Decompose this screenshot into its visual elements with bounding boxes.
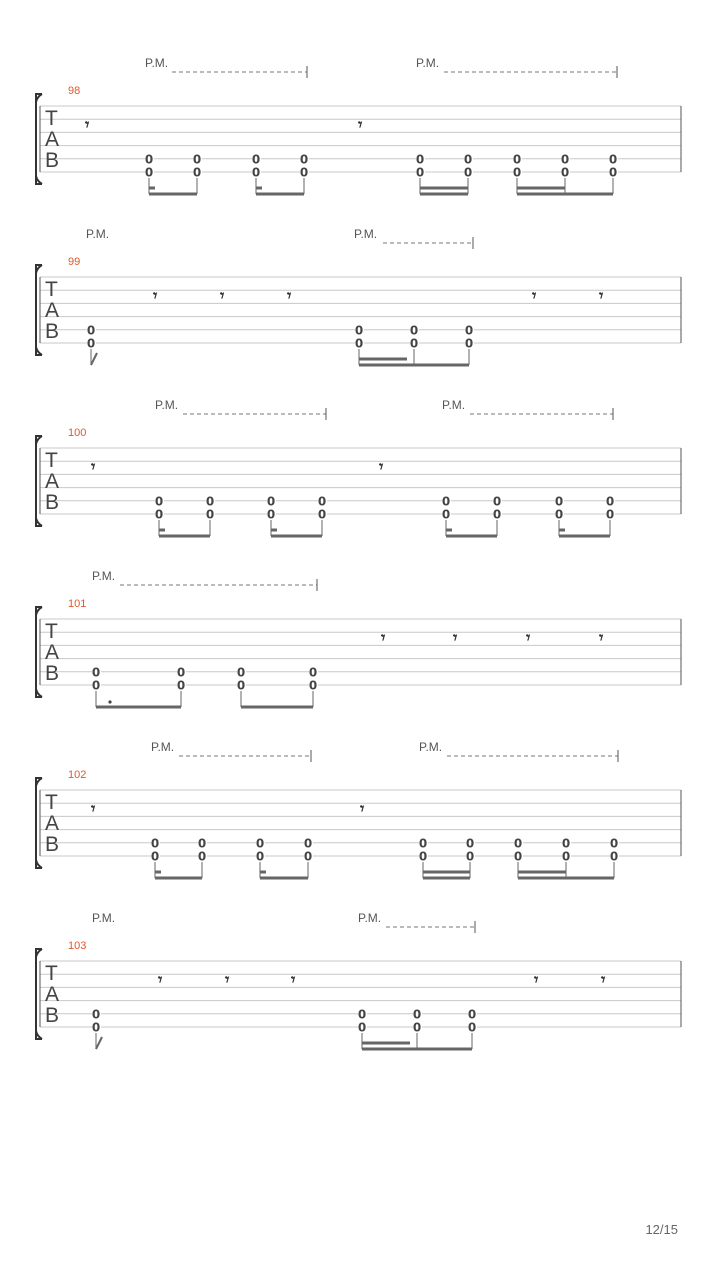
tab-system [36, 569, 681, 707]
measure-number: 98 [68, 85, 81, 97]
eighth-rest: 𝄾 [225, 970, 230, 989]
fret-number: 0 [192, 152, 202, 167]
fret-number: 0 [560, 152, 570, 167]
fret-number: 0 [91, 1007, 101, 1022]
system-bracket [36, 778, 42, 868]
eighth-rest: 𝄾 [91, 799, 96, 818]
eighth-rest: 𝄾 [158, 970, 163, 989]
tab-clef-letter: A [45, 470, 60, 493]
eighth-rest: 𝄾 [379, 457, 384, 476]
fret-number: 0 [176, 665, 186, 680]
eighth-rest: 𝄾 [358, 115, 363, 134]
palm-mute-label: P.M. [86, 227, 110, 241]
fret-number: 0 [303, 836, 313, 851]
fret-number: 0 [255, 836, 265, 851]
eighth-rest: 𝄾 [601, 970, 606, 989]
palm-mute-marker [145, 56, 307, 78]
fret-number: 0 [418, 849, 428, 864]
tab-note-stack [493, 494, 502, 536]
tab-clef-letter: T [45, 962, 58, 985]
tab-clef-letter: A [45, 983, 60, 1006]
tab-note-stack [610, 836, 619, 878]
fret-number: 0 [441, 494, 451, 509]
eighth-rest: 𝄾 [91, 457, 96, 476]
tab-note-stack [309, 665, 318, 707]
fret-number: 0 [150, 849, 160, 864]
tab-clef-letter: T [45, 107, 58, 130]
tab-clef-letter: B [45, 833, 60, 856]
eighth-rest: 𝄾 [526, 628, 531, 647]
fret-number: 0 [86, 336, 96, 351]
palm-mute-label: P.M. [354, 227, 378, 241]
tab-clef-letter: T [45, 620, 58, 643]
note-flag [91, 353, 97, 365]
fret-number: 0 [513, 836, 523, 851]
note-flag [96, 1037, 102, 1049]
fret-number: 0 [91, 678, 101, 693]
fret-number: 0 [441, 507, 451, 522]
eighth-rest: 𝄾 [85, 115, 90, 134]
fret-number: 0 [205, 507, 215, 522]
fret-number: 0 [317, 507, 327, 522]
fret-number: 0 [197, 836, 207, 851]
palm-mute-label: P.M. [155, 398, 179, 412]
fret-number: 0 [492, 494, 502, 509]
eighth-rest: 𝄾 [360, 799, 365, 818]
tab-clef-letter: T [45, 278, 58, 301]
fret-number: 0 [560, 165, 570, 180]
tab-clef-letter: A [45, 128, 60, 151]
tab-note-stack [206, 494, 215, 536]
tab-system [36, 911, 681, 1049]
tab-note-stack [413, 1007, 422, 1049]
fret-number: 0 [513, 849, 523, 864]
fret-number: 0 [605, 494, 615, 509]
eighth-rest: 𝄾 [153, 286, 158, 305]
eighth-rest: 𝄾 [599, 286, 604, 305]
tab-system [36, 740, 681, 878]
fret-number: 0 [251, 152, 261, 167]
fret-number: 0 [467, 1020, 477, 1035]
tab-clef-letter: T [45, 791, 58, 814]
fret-number: 0 [144, 152, 154, 167]
fret-number: 0 [317, 494, 327, 509]
eighth-rest: 𝄾 [291, 970, 296, 989]
palm-mute-marker [419, 740, 618, 762]
tab-note-stack [465, 323, 474, 365]
fret-number: 0 [463, 152, 473, 167]
system-bracket [36, 607, 42, 697]
fret-number: 0 [255, 849, 265, 864]
tab-note-stack [177, 665, 186, 707]
fret-number: 0 [154, 507, 164, 522]
fret-number: 0 [465, 836, 475, 851]
fret-number: 0 [354, 336, 364, 351]
tab-note-stack [609, 152, 618, 194]
fret-number: 0 [605, 507, 615, 522]
fret-number: 0 [418, 836, 428, 851]
fret-number: 0 [415, 152, 425, 167]
tab-note-stack [606, 494, 615, 536]
eighth-rest: 𝄾 [381, 628, 386, 647]
palm-mute-marker [416, 56, 617, 78]
palm-mute-label: P.M. [419, 740, 443, 754]
tab-note-stack [318, 494, 327, 536]
fret-number: 0 [236, 678, 246, 693]
tab-note-stack [237, 665, 246, 707]
fret-number: 0 [357, 1007, 367, 1022]
fret-number: 0 [463, 165, 473, 180]
palm-mute-marker [92, 569, 317, 591]
tab-system [36, 398, 681, 536]
fret-number: 0 [308, 665, 318, 680]
fret-number: 0 [91, 665, 101, 680]
palm-mute-label: P.M. [442, 398, 466, 412]
tab-clef-letter: B [45, 149, 60, 172]
fret-number: 0 [561, 849, 571, 864]
palm-mute-label: P.M. [145, 56, 169, 70]
fret-number: 0 [412, 1020, 422, 1035]
tab-clef-letter: A [45, 641, 60, 664]
fret-number: 0 [554, 494, 564, 509]
fret-number: 0 [512, 165, 522, 180]
tab-note-stack [92, 1007, 102, 1049]
tab-clef-letter: B [45, 491, 60, 514]
fret-number: 0 [561, 836, 571, 851]
fret-number: 0 [86, 323, 96, 338]
fret-number: 0 [608, 165, 618, 180]
tab-note-stack [304, 836, 313, 878]
fret-number: 0 [266, 507, 276, 522]
fret-number: 0 [176, 678, 186, 693]
tab-note-stack [468, 1007, 477, 1049]
fret-number: 0 [554, 507, 564, 522]
eighth-rest: 𝄾 [534, 970, 539, 989]
fret-number: 0 [464, 323, 474, 338]
tab-note-stack [193, 152, 202, 194]
measure-number: 101 [68, 598, 87, 610]
tab-note-stack [198, 836, 207, 878]
fret-number: 0 [608, 152, 618, 167]
palm-mute-label: P.M. [92, 911, 116, 925]
fret-number: 0 [91, 1020, 101, 1035]
palm-mute-marker [442, 398, 613, 420]
tab-note-stack [410, 323, 419, 365]
eighth-rest: 𝄾 [287, 286, 292, 305]
palm-mute-marker [151, 740, 311, 762]
system-bracket [36, 436, 42, 526]
tab-clef-letter: A [45, 812, 60, 835]
measure-number: 103 [68, 940, 87, 952]
fret-number: 0 [409, 336, 419, 351]
fret-number: 0 [308, 678, 318, 693]
tab-clef-letter: B [45, 662, 60, 685]
tab-system [36, 227, 681, 365]
fret-number: 0 [251, 165, 261, 180]
system-bracket [36, 949, 42, 1039]
rhythm-dot [108, 700, 111, 703]
fret-number: 0 [464, 336, 474, 351]
palm-mute-marker [358, 911, 475, 933]
palm-mute-marker [92, 911, 115, 925]
tab-note-stack [300, 152, 309, 194]
fret-number: 0 [144, 165, 154, 180]
fret-number: 0 [492, 507, 502, 522]
fret-number: 0 [192, 165, 202, 180]
tab-clef-letter: A [45, 299, 60, 322]
fret-number: 0 [354, 323, 364, 338]
tab-clef-letter: B [45, 1004, 60, 1027]
fret-number: 0 [197, 849, 207, 864]
tab-clef-letter: B [45, 320, 60, 343]
palm-mute-label: P.M. [416, 56, 440, 70]
tab-system [36, 56, 681, 194]
fret-number: 0 [465, 849, 475, 864]
fret-number: 0 [299, 165, 309, 180]
fret-number: 0 [205, 494, 215, 509]
palm-mute-marker [155, 398, 326, 420]
palm-mute-label: P.M. [358, 911, 382, 925]
fret-number: 0 [266, 494, 276, 509]
palm-mute-label: P.M. [92, 569, 116, 583]
palm-mute-marker [86, 227, 109, 241]
fret-number: 0 [236, 665, 246, 680]
eighth-rest: 𝄾 [599, 628, 604, 647]
fret-number: 0 [609, 836, 619, 851]
fret-number: 0 [609, 849, 619, 864]
measure-number: 100 [68, 427, 87, 439]
eighth-rest: 𝄾 [532, 286, 537, 305]
fret-number: 0 [150, 836, 160, 851]
eighth-rest: 𝄾 [453, 628, 458, 647]
tab-clef-letter: T [45, 449, 58, 472]
fret-number: 0 [357, 1020, 367, 1035]
measure-number: 99 [68, 256, 81, 268]
page-number: 12/15 [645, 1222, 678, 1237]
fret-number: 0 [467, 1007, 477, 1022]
fret-number: 0 [303, 849, 313, 864]
system-bracket [36, 94, 42, 184]
eighth-rest: 𝄾 [220, 286, 225, 305]
palm-mute-marker [354, 227, 473, 249]
fret-number: 0 [415, 165, 425, 180]
fret-number: 0 [412, 1007, 422, 1022]
fret-number: 0 [512, 152, 522, 167]
measure-number: 102 [68, 769, 87, 781]
system-bracket [36, 265, 42, 355]
fret-number: 0 [409, 323, 419, 338]
fret-number: 0 [154, 494, 164, 509]
fret-number: 0 [299, 152, 309, 167]
palm-mute-label: P.M. [151, 740, 175, 754]
tab-note-stack [87, 323, 97, 365]
